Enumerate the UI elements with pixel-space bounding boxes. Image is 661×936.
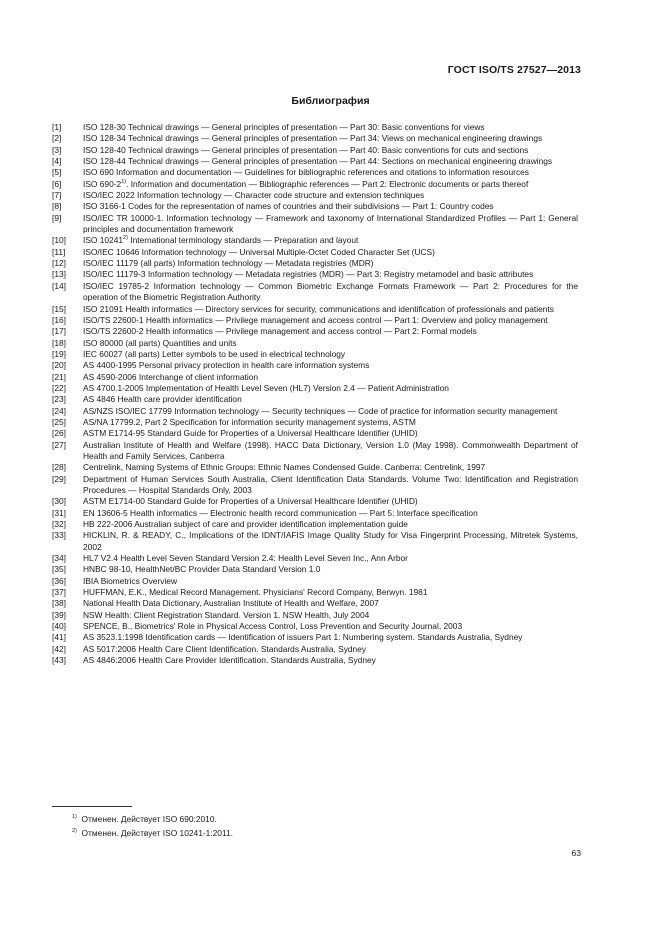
reference-text: ISO/IEC TR 10000-1. Information technology — Framework and taxonomy of International Standardized Profiles — Part 1: General principles and documentation framework	[83, 212, 578, 235]
reference-number: [17]	[52, 326, 66, 337]
reference-item	[52, 201, 578, 212]
reference-item	[52, 269, 578, 280]
reference-text: SPENCE, B., Biometrics' Role in Physical Access Control, Loss Prevention and Security Journal, 2003	[83, 621, 463, 632]
reference-number: [43]	[52, 655, 66, 666]
reference-number: [18]	[52, 337, 66, 348]
reference-text: HICKLIN, R. & READY, C., Implications of the IDNT/IAFIS Image Quality Study for Visa Fingerprint Processing, Mitretek Systems, 2002	[83, 530, 578, 552]
reference-text: ISO/IEC 11179-3 Information technology — Metadata registries (MDR) — Part 3: Registry metamodel and basic attributes	[83, 269, 534, 280]
reference-text: AS/NA 17799.2, Part 2 Specification for information security management systems, ASTM	[83, 416, 416, 427]
reference-item	[52, 281, 578, 304]
reference-number: [32]	[52, 519, 66, 530]
reference-text: ISO/IEC 10646 Information technology — Universal Multiple-Octet Coded Character Set (UCS)	[83, 246, 435, 257]
reference-text: ISO/IEC 2022 Information technology — Character code structure and extension techniques	[83, 190, 425, 201]
reference-item	[52, 394, 578, 405]
reference-item	[52, 304, 578, 315]
reference-item	[52, 338, 578, 349]
reference-number: [20]	[52, 360, 66, 371]
reference-item	[52, 179, 578, 190]
reference-item	[52, 122, 578, 133]
reference-number: [39]	[52, 609, 66, 620]
reference-text: AS/NZS ISO/IEC 17799 Information technology — Security techniques — Code of practice for information security management	[83, 405, 558, 416]
reference-item	[52, 349, 578, 360]
reference-text: Australian Institute of Health and Welfare (1998). HACC Data Dictionary, Version 1.0 (May 1998). Commonwealth Department of Health and Family Services, Canberra	[83, 439, 578, 461]
reference-text: ISO 80000 (all parts) Quantities and units	[83, 337, 237, 348]
reference-number: [26]	[52, 428, 66, 439]
reference-number: [3]	[52, 144, 62, 155]
reference-number: [25]	[52, 416, 66, 427]
reference-item	[52, 462, 578, 473]
reference-item	[52, 372, 578, 383]
reference-text: ISO/TS 22600-2 Health informatics — Privilege management and access control — Part 2: Formal models	[83, 326, 477, 337]
reference-number: [7]	[52, 190, 62, 201]
reference-text: ISO 128-40 Technical drawings — General principles of presentation — Part 40: Basic conventions for cuts and sections	[83, 144, 529, 155]
reference-item	[52, 133, 578, 144]
reference-number: [6]	[52, 178, 62, 189]
reference-number: [21]	[52, 371, 66, 382]
footnote-reference: 2)	[123, 235, 128, 242]
reference-text: ISO 3166-1 Codes for the representation of names of countries and their subdivisions — Part 1: Country codes	[83, 201, 494, 212]
reference-item	[52, 235, 578, 246]
reference-text: National Health Data Dictionary, Australian Institute of Health and Welfare, 2007	[83, 598, 379, 609]
reference-text: AS 5017:2006 Health Care Client Identification. Standards Australia, Sydney	[83, 643, 367, 654]
footnote-mark: 1)	[72, 814, 77, 821]
reference-number: [38]	[52, 598, 66, 609]
reference-item	[52, 610, 578, 621]
reference-item	[52, 496, 578, 507]
reference-text: ISO 128-44 Technical drawings — General principles of presentation — Part 44: Sections on mechanical engineering drawings	[83, 156, 553, 167]
reference-number: [13]	[52, 269, 66, 280]
reference-text: ISO/IEC 11179 (all parts) Information technology — Metadata registries (MDR)	[83, 258, 374, 269]
reference-number: [31]	[52, 507, 66, 518]
reference-number: [28]	[52, 462, 66, 473]
reference-text: HL7 V2.4 Health Level Seven Standard Version 2.4: Health Level Seven Inc., Ann Arbor	[83, 553, 408, 564]
reference-text: ISO 128-34 Technical drawings — General principles of presentation — Part 34: Views on mechanical engineering drawings	[83, 133, 543, 144]
reference-item	[52, 564, 578, 575]
page-title: Библиография	[291, 95, 370, 107]
reference-text: ASTM E1714-00 Standard Guide for Properties of a Universal Healthcare Identifier (UHID)	[83, 496, 418, 507]
reference-item	[52, 213, 578, 236]
reference-number: [9]	[52, 212, 62, 223]
reference-text: NSW Health: Client Registration Standard. Version 1. NSW Health, July 2004	[83, 609, 370, 620]
reference-item	[52, 326, 578, 337]
reference-text: ISO 21091 Health informatics — Directory services for security, communications and identification of professionals and patients	[83, 303, 554, 314]
reference-item	[52, 621, 578, 632]
reference-text: AS 4846:2006 Health Care Provider Identification. Standards Australia, Sydney	[83, 655, 376, 666]
reference-item	[52, 655, 578, 666]
reference-number: [34]	[52, 553, 66, 564]
reference-item	[52, 315, 578, 326]
reference-number: [42]	[52, 643, 66, 654]
reference-number: [27]	[52, 439, 66, 450]
reference-number: [4]	[52, 156, 62, 167]
reference-item	[52, 553, 578, 564]
reference-number: [22]	[52, 382, 66, 393]
reference-item	[52, 530, 578, 553]
footnote-reference: 1)	[121, 178, 127, 185]
footnote-text: Отменен. Действует ISO 690:2010.	[81, 814, 217, 824]
reference-number: [30]	[52, 496, 66, 507]
reference-text: ISO/IEC 19785-2 Information technology — Common Biometric Exchange Formats Framework — Part 2: Procedures for the operation of the Biometric Registration Authority	[83, 280, 578, 303]
reference-item	[52, 428, 578, 439]
reference-text: AS 4590-2006 Interchange of client information	[83, 371, 259, 382]
reference-text: ISO 690 Information and documentation — Guidelines for bibliographic references and citations to information resources	[83, 167, 529, 178]
reference-text: IBIA Biometrics Overview	[83, 575, 178, 586]
footnote-text: Отменен. Действует ISO 10241-1:2011.	[81, 828, 233, 838]
reference-text: AS 4846 Health care provider identification	[83, 394, 242, 405]
reference-text: HUFFMAN, E.K., Medical Record Management. Physicians' Record Company, Berwyn. 1981	[83, 587, 428, 598]
reference-item	[52, 167, 578, 178]
reference-number: [35]	[52, 564, 66, 575]
reference-number: [37]	[52, 587, 66, 598]
reference-text: ISO 690-2$^{1)}$. Information and documentation — Bibliographic references — Part 2: Electronic documents or parts thereof	[83, 178, 529, 189]
reference-text: AS 4700.1-2005 Implementation of Health Level Seven (HL7) Version 2.4 — Patient Administration	[83, 382, 449, 393]
reference-text: AS 3523.1:1998 Identification cards — Identification of issuers Part 1: Numbering system. Standards Australia, Sydney	[83, 632, 523, 643]
standard-designation: ГОСТ ISO/TS 27527—2013	[447, 64, 581, 76]
reference-item	[52, 598, 578, 609]
reference-text: AS 4400-1995 Personal privacy protection in health care information systems	[83, 360, 370, 371]
reference-number: [40]	[52, 621, 66, 632]
reference-number: [16]	[52, 314, 66, 325]
reference-text: ASTM E1714-95 Standard Guide for Properties of a Universal Healthcare Identifier (UHID)	[83, 428, 418, 439]
reference-item	[52, 519, 578, 530]
reference-number: [5]	[52, 167, 62, 178]
reference-text: Department of Human Services South Australia, Client Identification Data Standards. Volume Two: Identification and Registration Procedures — Hospital Standards Only, 2003	[83, 473, 578, 495]
reference-number: [1]	[52, 122, 62, 132]
reference-text: ISO/TS 22600-1 Health informatics — Privilege management and access control — Part 1: Overview and policy management	[83, 314, 548, 325]
reference-item	[52, 190, 578, 201]
reference-number: [12]	[52, 258, 66, 269]
reference-text: EN 13606-5 Health informatics — Electronic health record communication — Part 5: Interface specification	[83, 507, 478, 518]
reference-number: [8]	[52, 201, 62, 212]
footnote-2	[72, 828, 233, 838]
reference-item	[52, 247, 578, 258]
footnote-separator	[52, 806, 132, 807]
reference-item	[52, 587, 578, 598]
reference-item	[52, 576, 578, 587]
reference-item	[52, 406, 578, 417]
reference-number: [36]	[52, 575, 66, 586]
footnote-1	[72, 814, 217, 824]
reference-number: [2]	[52, 133, 62, 144]
reference-item	[52, 417, 578, 428]
reference-number: [33]	[52, 530, 66, 541]
reference-item	[52, 440, 578, 463]
reference-item	[52, 508, 578, 519]
reference-item	[52, 644, 578, 655]
reference-item	[52, 632, 578, 643]
page-number: 63	[571, 848, 581, 858]
reference-number: [15]	[52, 303, 66, 314]
reference-item	[52, 383, 578, 394]
reference-number: [11]	[52, 246, 66, 257]
reference-number: [24]	[52, 405, 66, 416]
reference-item	[52, 474, 578, 497]
reference-item	[52, 145, 578, 156]
footnote-mark: 2)	[72, 828, 77, 835]
reference-text: ISO 128-30 Technical drawings — General principles of presentation — Part 30: Basic conventions for views	[83, 122, 485, 132]
reference-number: [41]	[52, 632, 66, 643]
reference-item	[52, 258, 578, 269]
reference-text: HB 222-2006 Australian subject of care and provider identification implementation guide	[83, 519, 408, 530]
reference-number: [23]	[52, 394, 66, 405]
reference-text: ISO 10241$^{2)}$ International terminology standards — Preparation and layout	[83, 235, 359, 246]
bibliography-list	[52, 122, 578, 667]
reference-number: [14]	[52, 280, 66, 291]
reference-number: [10]	[52, 235, 66, 246]
reference-number: [29]	[52, 473, 66, 484]
reference-text: HNBC 98-10, HealthNet/BC Provider Data Standard Version 1.0	[83, 564, 321, 575]
reference-item	[52, 156, 578, 167]
reference-text: IEC 60027 (all parts) Letter symbols to be used in electrical technology	[83, 348, 346, 359]
reference-number: [19]	[52, 348, 66, 359]
reference-text: Centrelink, Naming Systems of Ethnic Groups: Ethnic Names Condensed Guide. Canberra: Centrelink, 1997	[83, 462, 486, 473]
reference-item	[52, 360, 578, 371]
